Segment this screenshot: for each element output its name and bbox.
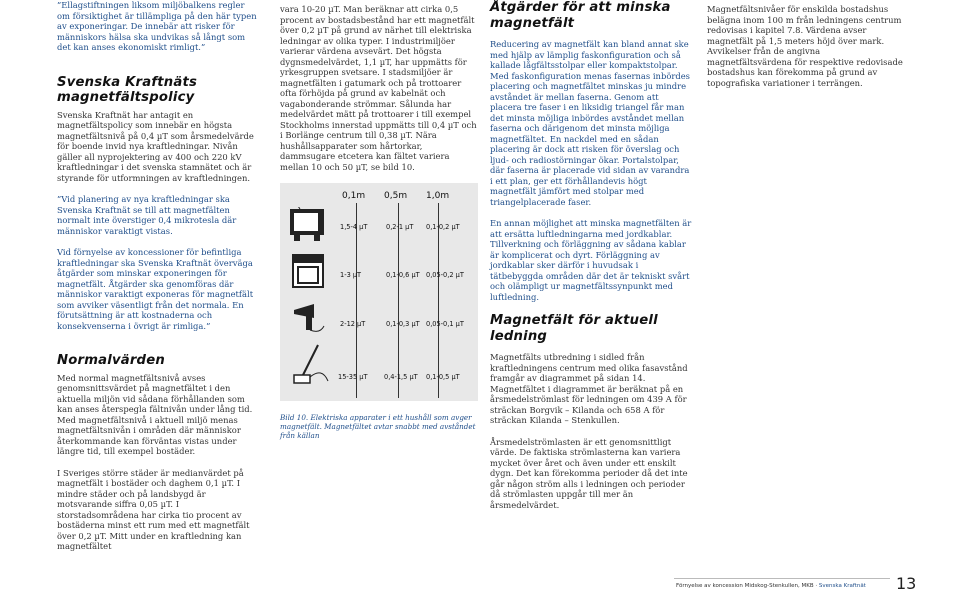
- stove-value-0: 1-3 µT: [340, 271, 362, 279]
- column-3: [490, 0, 692, 510]
- col4-text: Magnetfältsnivåer för enskilda bostadshus belägna inom 100 m från ledningens centrum redovisas i kapitel 7.8. Värdena avser magnetfält på 1,5 meters höjd över mark. Avvikelser från de angivna magnetfältsvärdena för respektive redovisade bostadshus kan förekomma på grund av topografiska variationer i terrängen.: [707, 4, 903, 88]
- current-text: Magnetfälts utbredning i sidled från kraftledningens centrum med olika fasavstånd framgår av diagrammet på sidan 14. Magnetfältet i diagrammet är beräknat på en årsmedelströmlast för ledningen om 439 A för sträckan Borgvik – Kilanda och 658 A för sträckan Kilanda – Stenkullen.: [490, 352, 688, 425]
- hairdryer-value-1: 0,1-0,3 µT: [386, 320, 420, 328]
- hairdryer-icon: [290, 298, 330, 336]
- measures-text: Reducering av magnetfält kan bland annat ske med hjälp av lämplig faskonfiguration och så kallade lågfältsstolpar eller kompaktstolpar. Med faskonfiguration menas fasernas inbördes placering och magnetfältet minskas ju mindre avståndet är mellan faserna. Genom att placera tre faser i en liksidig triangel får man det minsta möjliga inbördes avståndet mellan faserna och därigenom det minsta möjliga magnetfältet. En nackdel med en sådan placering är dock att risken för överslag och ljud- och radiostörningar ökar. Portalstolpar, där faserna är placerade vid sidan av varandra i ett plan, ger ett förhållandevis högt magnetfält jämfört med stolpar med triangelplacerade faser.: [490, 39, 690, 207]
- footer: [676, 583, 866, 589]
- column-2: [280, 4, 480, 172]
- tv-value-2: 0,1-0,2 µT: [426, 223, 460, 231]
- normal-text-1: Med normal magnetfältsnivå avses genomsnittsvärdet på magnetfältet i den aktuella miljön vid sådana förhållanden som kan anses återspegla fältnivån under lång tid. Med magnetfältsnivå i aktuell miljö menas magnetfältsnivån i områden där människor återkommande kan förväntas vistas under längre tid, till exempel bostäder.: [57, 372, 253, 456]
- figure-caption: Bild 10. Elektriska apparater i ett hushåll som avger magnetfält. Magnetfältet avtar snabbt med avståndet från källan: [280, 413, 476, 440]
- footer-brand: Svenska Kraftnät: [818, 583, 866, 589]
- page-number: 13: [896, 574, 917, 593]
- distance-label-0: 0,1m: [342, 191, 366, 201]
- heading-normal: Normalvärden: [57, 353, 165, 368]
- vacuum-icon: [288, 343, 332, 387]
- hairdryer-value-2: 0,05-0,1 µT: [426, 320, 464, 328]
- quote-tail: ”Ellagstiftningen liksom miljöbalkens regler om försiktighet är tillämpliga på den här typen av exponeringar. De innebär att risker för människors hälsa ska undvikas så långt som det kan anses ekonomiskt rimligt.”: [57, 0, 257, 52]
- stove-value-2: 0,05-0,2 µT: [426, 271, 464, 279]
- heading-policy: Svenska Kraftnäts magnetfältspolicy: [57, 74, 198, 105]
- distance-line-2: [438, 203, 439, 398]
- policy-quote-2: Vid förnyelse av koncessioner för befintliga kraftledningar ska Svenska Kraftnät överväga åtgärder som minskar exponeringen för magnetfält. Åtgärder ska genomföras där människor varaktigt exponeras för magnetfält som avviker väsentligt från det normala. En förutsättning är att kostnaderna och konsekvenserna i övrigt är rimliga.”: [57, 247, 254, 331]
- appliance-figure: [280, 183, 478, 401]
- vacuum-value-1: 0,4-1,5 µT: [384, 373, 418, 381]
- tv-icon: [288, 207, 328, 243]
- distance-label-2: 1,0m: [426, 191, 450, 201]
- measures-text-2: En annan möjlighet att minska magnetfälten är att ersätta luftledningarna med jordkablar. Tillverkning och förläggning av sådana kablar är komplicerat och dyrt. Förläggning av jordkablar sker därför i huvudsak i tätbebyggda områden där det är tekniskt svårt och olämpligt ur magnetfältssynpunkt med luftledning.: [490, 218, 692, 302]
- distance-line-0: [356, 203, 357, 398]
- policy-text: Svenska Kraftnät har antagit en magnetfältspolicy som innebär en högsta magnetfältsnivå på 0,4 µT som årsmedelvärde för boende invid nya kraftledningar. Nivån gäller all nyprojektering av 400 och 220 kV kraftledningar i det svenska stamnätet och är styrande för utformningen av kraftledningen.: [57, 109, 254, 183]
- column-1: [57, 0, 259, 552]
- distance-line-1: [398, 203, 399, 398]
- stove-icon: [290, 253, 326, 289]
- heading-measures: Åtgärder för att minska magnetfält: [490, 0, 671, 31]
- hairdryer-value-0: 2-12 µT: [340, 320, 366, 328]
- policy-quote-1: ”Vid planering av nya kraftledningar ska Svenska Kraftnät se till att magnetfälten normalt inte överstiger 0,4 mikrotesla där människor varaktigt vistas.: [57, 194, 237, 236]
- vacuum-value-0: 15-35 µT: [338, 373, 368, 381]
- col2-text: vara 10-20 µT. Man beräknar att cirka 0,5 procent av bostadsbestånd har ett magnetfält över 0,2 µT på grund av närhet till elektriska ledningar av olika typer. I industrimiljöer varierar värdena avsevärt. Det högsta dygnsmedelvärdet, 1,1 µT, har uppmätts för yrkesgruppen svetsare. I stadsmiljöer är magnetfälten i gatumark och på trottoarer ofta förhöjda på grund av kabelnät och vagabonderande strömmar. Sålunda har medelvärdet mätt på trottoarer i till exempel Stockholms innerstad uppmätts till 0,4 µT och i Borlänge centrum till 0,38 µT. Nära hushållsapparater som hårtorkar, dammsugare etcetera kan fältet variera mellan 10 och 50 µT, se bild 10.: [280, 4, 477, 172]
- column-4: [707, 4, 907, 88]
- tv-value-1: 0,2-1 µT: [386, 223, 414, 231]
- footer-text: Förnyelse av koncession Midskog-Stenkullen, MKB ·: [676, 583, 818, 589]
- stove-value-1: 0,1-0,6 µT: [386, 271, 420, 279]
- distance-label-1: 0,5m: [384, 191, 408, 201]
- heading-current: Magnetfält för aktuell ledning: [490, 313, 658, 344]
- tv-value-0: 1,5-4 µT: [340, 223, 368, 231]
- normal-text-2: I Sveriges större städer är medianvärdet på magnetfält i bostäder och daghem 0,1 µT. I mindre städer och på landsbygd är motsvarande siffra 0,05 µT. I storstadsområdena har cirka tio procent av bostäderna minst ett rum med ett magnetfält över 0,2 µT. Mitt under en kraftledning kan magnetfältet: [57, 467, 250, 551]
- footer-rule: [674, 578, 890, 579]
- vacuum-value-2: 0,1-0,5 µT: [426, 373, 460, 381]
- current-text-2: Årsmedelströmlasten är ett genomsnittligt värde. De faktiska strömlasterna kan variera mycket över året och även under ett enskilt dygn. Det kan förekomma perioder då det inte går någon ström alls i ledningen och perioder då strömlasten uppgår till mer än årsmedelvärdet.: [490, 436, 688, 510]
